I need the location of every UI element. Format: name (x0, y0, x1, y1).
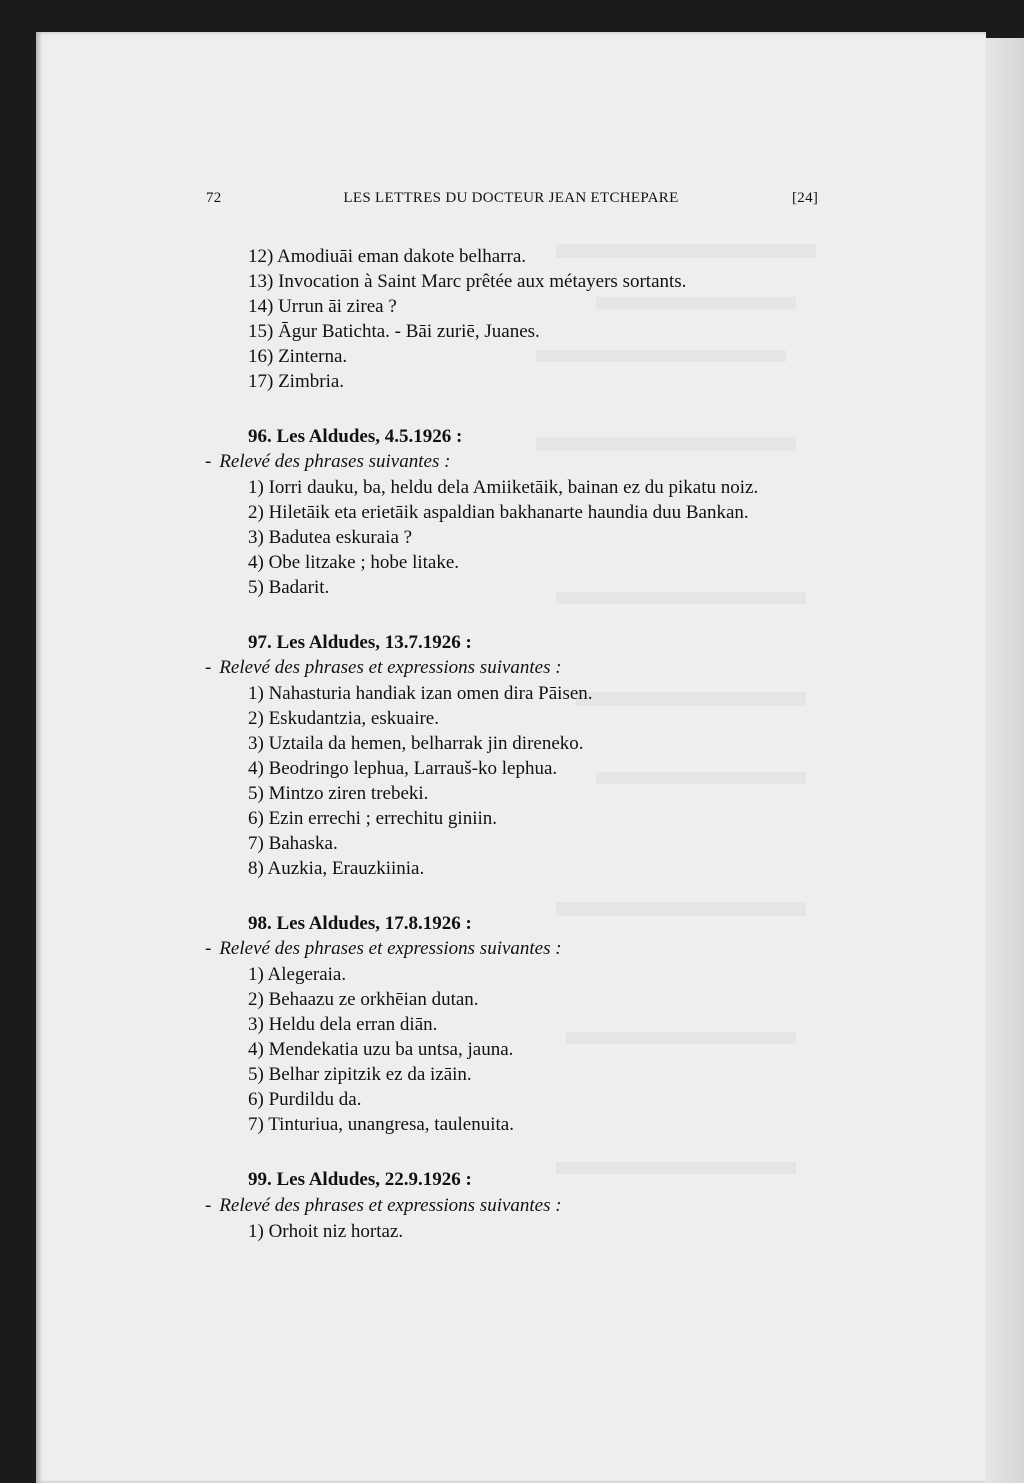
list-item: 1) Nahasturia handiak izan omen dira Pāisen. (248, 683, 593, 704)
intro-dash: - (205, 1195, 212, 1216)
list-item: 4) Obe litzake ; hobe litake. (248, 552, 460, 573)
section-heading: 98. Les Aldudes, 17.8.1926 : (248, 913, 472, 934)
section-heading: 96. Les Aldudes, 4.5.1926 : (248, 426, 463, 447)
page-number: 72 (206, 190, 222, 206)
list-item: 2) Behaazu ze orkhēian dutan. (248, 989, 479, 1010)
list-item: 2) Hiletāik eta erietāik aspaldian bakhanarte haundia duu Bankan. (248, 502, 749, 523)
list-item: 1) Iorri dauku, ba, heldu dela Amiiketāik, bainan ez du pikatu noiz. (248, 477, 759, 498)
list-item: 7) Tinturiua, unangresa, taulenuita. (248, 1114, 514, 1135)
page-reference: [24] (792, 190, 819, 206)
list-item: 2) Eskudantzia, eskuaire. (248, 708, 439, 729)
list-item: 1) Alegeraia. (248, 964, 347, 985)
list-item: 8) Auzkia, Erauzkiinia. (248, 858, 425, 879)
list-item: 3) Badutea eskuraia ? (248, 527, 413, 548)
running-title: LES LETTRES DU DOCTEUR JEAN ETCHEPARE (343, 190, 679, 206)
list-item: 12) Amodiuāi eman dakote belharra. (248, 246, 527, 267)
list-item: 16) Zinterna. (248, 346, 348, 367)
list-item: 7) Bahaska. (248, 833, 338, 854)
list-item: 5) Mintzo ziren trebeki. (248, 783, 429, 804)
intro-text: Relevé des phrases suivantes : (219, 451, 451, 472)
section-intro (205, 656, 562, 680)
list-item: 4) Mendekatia uzu ba untsa, jauna. (248, 1039, 514, 1060)
list-item: 13) Invocation à Saint Marc prêtée aux métayers sortants. (248, 271, 687, 292)
section-heading: 97. Les Aldudes, 13.7.1926 : (248, 632, 472, 653)
list-item: 5) Badarit. (248, 577, 330, 598)
running-head (36, 190, 986, 214)
section-intro (205, 937, 562, 961)
list-item: 6) Purdildu da. (248, 1089, 362, 1110)
section-intro (205, 450, 450, 474)
intro-dash: - (205, 451, 212, 472)
book-page (36, 32, 986, 1483)
intro-text: Relevé des phrases et expressions suivantes : (219, 1195, 562, 1216)
intro-text: Relevé des phrases et expressions suivantes : (219, 938, 562, 959)
intro-text: Relevé des phrases et expressions suivantes : (219, 657, 562, 678)
list-item: 6) Ezin errechi ; errechitu giniin. (248, 808, 498, 829)
list-item: 3) Uztaila da hemen, belharrak jin direneko. (248, 733, 584, 754)
section-intro (205, 1194, 562, 1218)
list-item: 3) Heldu dela erran diān. (248, 1014, 438, 1035)
list-item: 15) Āgur Batichta. - Bāi zuriē, Juanes. (248, 321, 540, 342)
intro-dash: - (205, 938, 212, 959)
list-item: 4) Beodringo lephua, Larrauš-ko lephua. (248, 758, 558, 779)
list-item: 14) Urrun āi zirea ? (248, 296, 397, 317)
list-item: 1) Orhoit niz hortaz. (248, 1221, 404, 1242)
section-heading: 99. Les Aldudes, 22.9.1926 : (248, 1169, 472, 1190)
list-item: 5) Belhar zipitzik ez da izāin. (248, 1064, 472, 1085)
intro-dash: - (205, 657, 212, 678)
list-item: 17) Zimbria. (248, 371, 345, 392)
